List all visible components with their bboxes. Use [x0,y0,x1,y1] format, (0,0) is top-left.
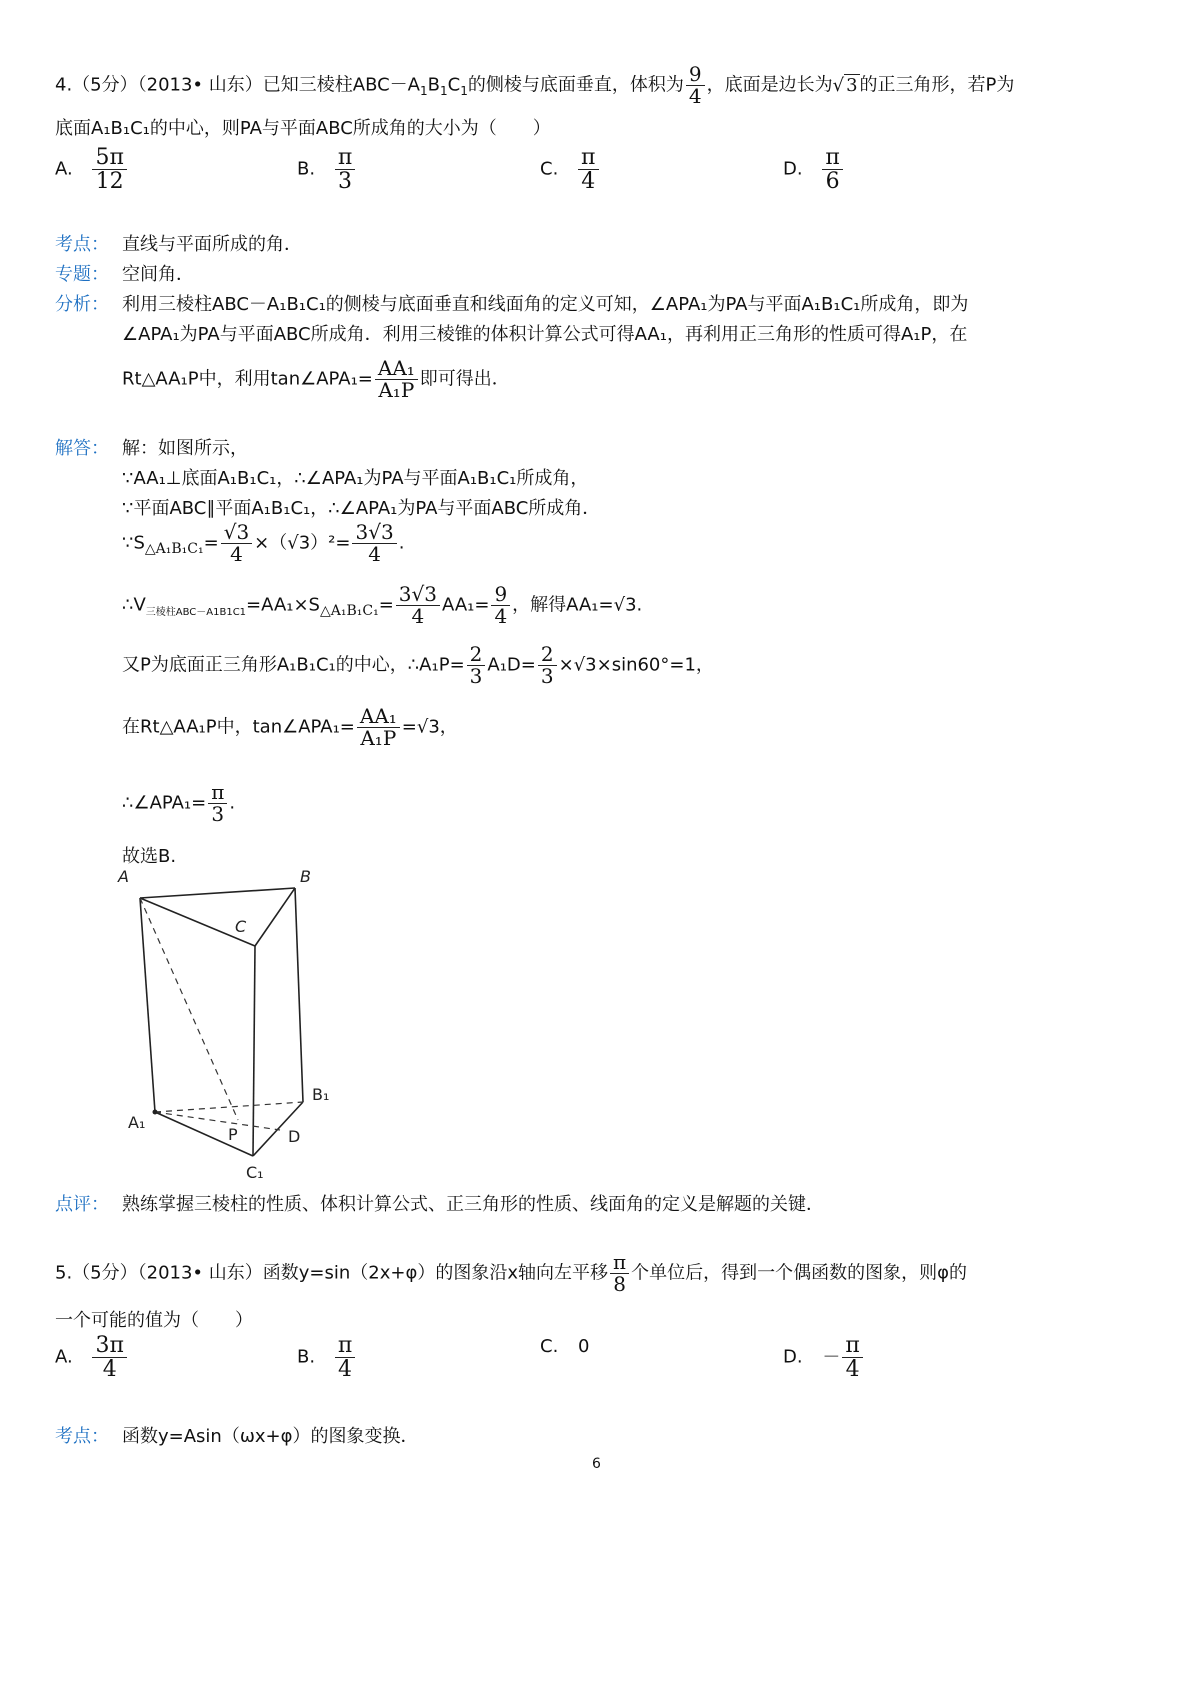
fenxi-line1: 利用三棱柱ABC－A₁B₁C₁的侧棱与底面垂直和线面角的定义可知，∠APA₁为PA与平面A₁B₁C₁所成角，即为 [122,294,969,315]
option-letter: D. [783,158,803,180]
option-numerator: π [822,146,842,170]
q5-option-d [783,1334,865,1381]
fenxi3-b: 即可得出． [419,368,510,390]
jie8-numerator: π [208,782,227,804]
jie-line2: ∵AA₁⊥底面A₁B₁C₁，∴∠APA₁为PA与平面A₁B₁C₁所成角， [122,468,589,489]
shift-numerator: π [610,1252,629,1274]
option-denominator: 4 [581,169,596,195]
edge-cc1 [253,946,255,1156]
option-fraction [578,146,598,193]
jie4-a: ∵S [122,532,145,554]
jie5-fraction-2 [491,584,510,627]
option-letter: B. [297,1346,316,1368]
label-a1: A₁ [128,1113,146,1132]
q5-kaodian-label: 考点： [55,1426,109,1447]
jie4-eq: = [203,532,219,554]
jie6-numerator-2: 2 [538,644,557,666]
jie-line8 [122,782,235,825]
fenxi3-a: Rt△AA₁P中，利用tan∠APA₁= [122,368,373,390]
jie-line9: 故选B. [122,846,177,867]
side-sqrt: √ 3 [832,74,858,96]
option-fraction [92,1334,126,1381]
fenxi-label: 分析： [55,294,109,315]
q5-option-a [55,1334,129,1381]
q5-line1-a: 5.（5分）（2013• 山东）函数y=sin（2x+φ）的图象沿x轴向左平移 [55,1262,609,1284]
q4-line1-e: ，底面是边长为 [706,74,833,96]
sub: 1 [460,84,468,99]
jie-line1: 解：如图所示， [122,438,248,459]
segment-ap [140,898,238,1120]
q4-option-a [55,146,129,193]
jie5-numerator-2: 9 [491,584,510,606]
option-fraction [92,146,126,193]
q5-kaodian-text: 函数y=Asin（ωx+φ）的图象变换． [122,1426,419,1447]
option-denominator: 4 [845,1357,860,1383]
label-b: B [300,867,311,886]
option-fraction [335,146,355,193]
jie6-a: 又P为底面正三角形A₁B₁C₁的中心，∴A₁P= [122,654,465,676]
jie4-numerator-2: 3√3 [352,522,396,544]
q5-option-c [540,1336,589,1357]
edge-cb [255,888,295,946]
q5-option-b [297,1334,357,1381]
jie4-denominator-1: 4 [230,542,243,566]
option-numerator: π [578,146,598,170]
jie5-a: ∴V [122,594,146,616]
option-numerator: π [335,1334,355,1358]
volume-denominator: 4 [688,84,702,108]
jie7-b: =√3， [401,716,458,738]
shift-fraction [610,1252,629,1295]
zhuanti-label: 专题： [55,264,109,285]
jie6-fraction-2 [538,644,557,687]
option-letter: C. [540,158,559,180]
jie-line5 [122,584,642,627]
label-c1: C₁ [246,1163,264,1182]
jie6-denominator-2: 3 [540,664,554,688]
jie7-denominator: A₁P [360,726,397,750]
q5-line1-b: 个单位后，得到一个偶函数的图象，则φ的 [631,1262,968,1284]
jie-line7 [122,706,458,749]
option-fraction [842,1334,862,1381]
fenxi-line3 [122,358,510,401]
jie5-denominator-1: 4 [411,604,425,628]
jie6-b: A₁D= [487,654,536,676]
q4-option-b [297,146,357,193]
option-letter: C. [540,1336,559,1357]
q4-option-c [540,146,601,193]
prism-figure [110,864,350,1184]
fenxi3-denominator: A₁P [378,378,415,402]
jie5-sub2: △A₁B₁C₁ [319,603,379,620]
q4-line1-d: 的侧棱与底面垂直，体积为 [467,74,684,96]
jie5-d: AA₁= [442,594,490,616]
jie5-sub: 三棱柱ABC－A1B1C1 [145,607,247,619]
edge-a1b1-hidden [155,1102,303,1112]
label-a: A [118,867,129,886]
fenxi-line2: ∠APA₁为PA与平面ABC所成角．利用三棱锥的体积计算公式可得AA₁，再利用正三角形的性质可得A₁P，在 [122,324,968,345]
kaodian-label: 考点： [55,234,109,255]
jie4-numerator-1: √3 [221,522,252,544]
q4-line1-b: B [427,74,440,96]
option-denominator: 4 [338,1357,353,1383]
jie7-numerator: AA₁ [357,706,400,728]
q4-line1-f: 的正三角形，若P为 [859,74,1015,96]
jie6-c: ×√3×sin60°=1， [558,654,714,676]
jie4-b: ×（√3）²= [254,532,351,554]
jie5-numerator-1: 3√3 [396,584,440,606]
shift-denominator: 8 [613,1272,626,1296]
jie7-fraction [357,706,400,749]
jie8-a: ∴∠APA₁= [122,792,207,814]
q5-line2: 一个可能的值为（ ） [55,1310,253,1331]
jie8-denominator: 3 [211,802,225,826]
option-numerator: π [335,146,355,170]
jie-line3: ∵平面ABC∥平面A₁B₁C₁，∴∠APA₁为PA与平面ABC所成角． [122,498,601,519]
q4-line1 [55,64,1014,107]
jie5-c: = [378,594,394,616]
option-numerator: 5π [92,146,126,170]
jie4-fraction-1 [221,522,252,565]
page-number: 6 [592,1456,601,1472]
jie8-b: . [229,792,236,814]
sub: 1 [440,84,448,99]
zhuanti-text: 空间角． [122,264,194,285]
option-fraction [335,1334,355,1381]
jie4-c: . [398,532,405,554]
dianping-label: 点评： [55,1194,109,1215]
option-denominator: 6 [825,169,840,195]
jie5-denominator-2: 4 [494,604,508,628]
option-letter: A. [55,1346,73,1368]
q4-option-d [783,146,845,193]
dianping-text: 熟练掌握三棱柱的性质、体积计算公式、正三角形的性质、线面角的定义是解题的关键． [122,1194,824,1215]
option-negative-sign: － [822,1346,841,1368]
option-numerator: π [842,1334,862,1358]
jie5-b: =AA₁×S [246,594,320,616]
jie5-fraction-1 [396,584,440,627]
q4-line2: 底面A₁B₁C₁的中心，则PA与平面ABC所成角的大小为（ ） [55,118,551,139]
option-fraction [822,146,842,193]
jie6-denominator-1: 3 [469,664,483,688]
option-numerator: 3π [92,1334,126,1358]
option-denominator: 12 [95,169,124,195]
kaodian-text: 直线与平面所成的角． [122,234,302,255]
label-c: C [235,917,247,936]
jie6-numerator-1: 2 [467,644,486,666]
option-denominator: 4 [102,1357,117,1383]
option-letter: A. [55,158,73,180]
option-letter: D. [783,1346,803,1368]
volume-fraction [686,64,705,107]
edge-aa1 [140,898,155,1112]
jie5-e: ，解得AA₁=√3. [512,594,643,616]
jie-line4 [122,522,404,565]
option-value: 0 [578,1336,590,1357]
jie-line6 [122,644,714,687]
q4-line1-text: 4.（5分）（2013• 山东）已知三棱柱ABC－A [55,74,420,96]
jieda-label: 解答： [55,438,109,459]
jie8-fraction [208,782,227,825]
jie4-fraction-2 [352,522,396,565]
jie6-fraction-1 [467,644,486,687]
label-p: P [228,1125,238,1144]
label-b1: B₁ [312,1085,330,1104]
label-d: D [288,1127,301,1146]
q4-line1-c: C [447,74,461,96]
fenxi3-numerator: AA₁ [375,358,418,380]
sub: 1 [420,84,428,99]
jie4-sub: △A₁B₁C₁ [144,541,204,558]
volume-numerator: 9 [686,64,705,86]
edge-ab [140,888,295,898]
jie4-denominator-2: 4 [368,542,381,566]
q5-line1 [55,1252,967,1295]
edge-bb1 [295,888,303,1102]
jie7-a: 在Rt△AA₁P中，tan∠APA₁= [122,716,355,738]
fenxi3-fraction [375,358,418,401]
option-letter: B. [297,158,316,180]
point-a1 [153,1110,158,1115]
side-value: 3 [846,74,858,96]
option-denominator: 3 [338,169,353,195]
